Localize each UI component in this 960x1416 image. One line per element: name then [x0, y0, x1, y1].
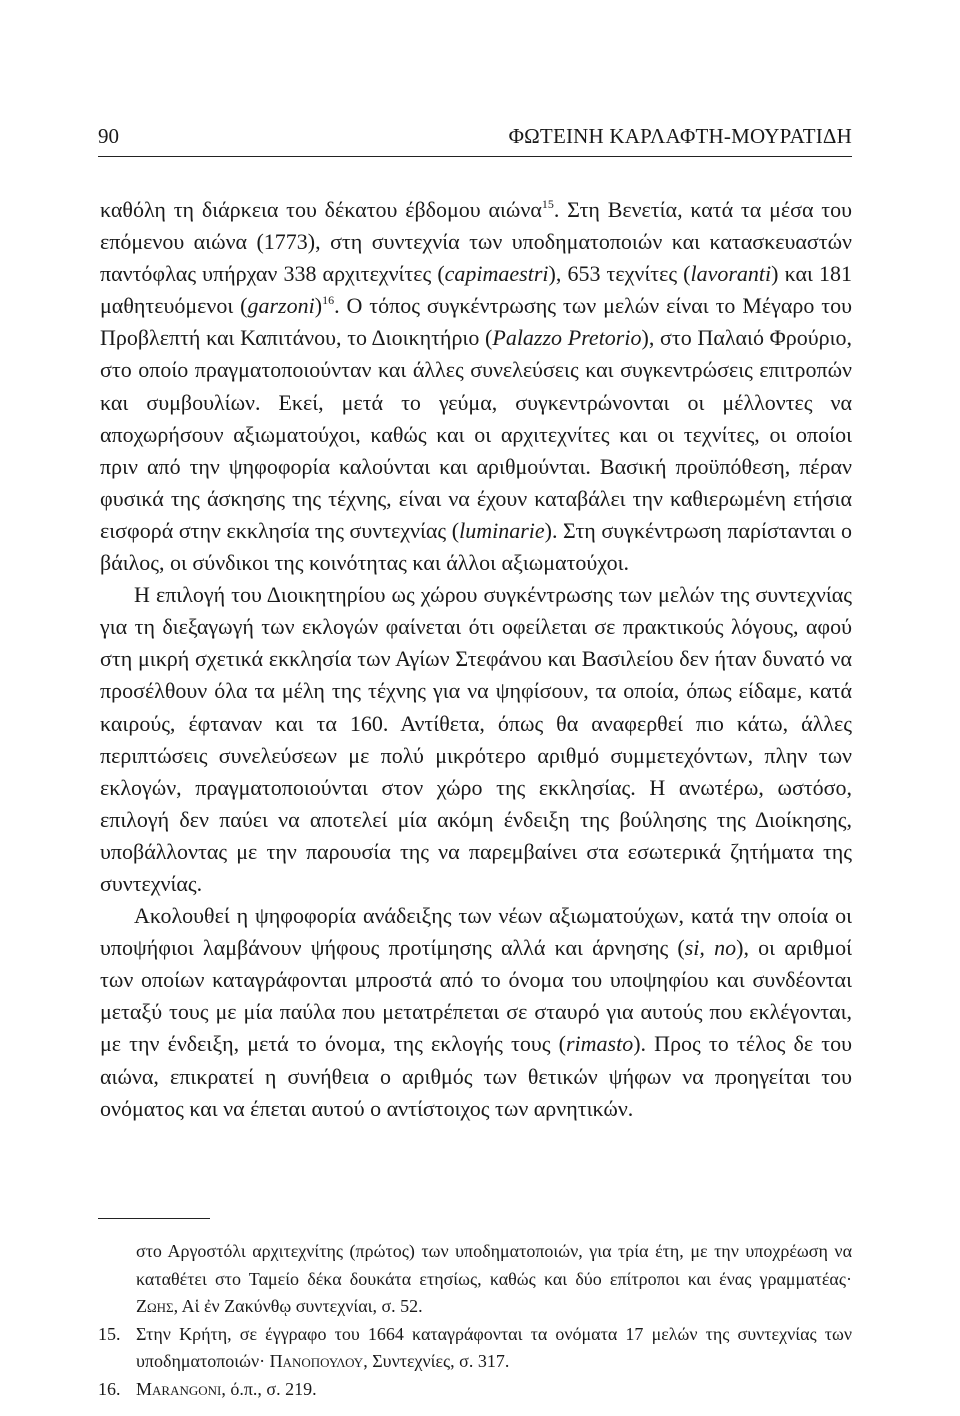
- running-head-author: ΦΩΤΕΙΝΗ ΚΑΡΛΑΦΤΗ-ΜΟΥΡΑΤΙΔΗ: [508, 124, 852, 148]
- p1-text-5: ): [314, 293, 323, 319]
- p1-text-4: ) και 181 μαθητευόμενοι (: [100, 261, 853, 319]
- paragraph-3: [100, 900, 852, 1125]
- page-number: 90: [98, 124, 119, 148]
- footnote-rule: [98, 1218, 210, 1219]
- footnote-16-number: 16.: [98, 1378, 121, 1399]
- footnote-15-end: , Συντεχνίες, σ. 317.: [363, 1351, 510, 1371]
- footnote-15: [98, 1321, 852, 1376]
- p1-text-6: . Ο τόπος συγκέντρωσης των μελών είναι το Μέγαρο του Προβλεπτή και Καπιτάνου, το Διοικητήριο (: [100, 293, 853, 351]
- p1-italic-4: Palazzo Pretorio: [492, 325, 642, 351]
- body-text: [100, 194, 852, 1125]
- footnotes: [98, 1238, 852, 1403]
- p1-italic-2: lavoranti: [690, 261, 772, 287]
- p1-text-3: ), 653 τεχνίτες (: [548, 261, 691, 287]
- running-header: [98, 118, 852, 154]
- footnote-cont-text: στο Αργοστόλι αρχιτεχνίτης (πρώτος) των υποδηματοποιών, για τρία έτη, με την υποχρέωση να καταθέτει στο Ταμείο δέκα δουκάτα ετησίως, καθώς και δύο επίτροποι και ένας γραμματέας·: [136, 1241, 852, 1289]
- footnote-ref-16: 16: [322, 293, 335, 308]
- footnote-15-number: 15.: [98, 1323, 121, 1344]
- footnote-ref-15: 15: [541, 197, 554, 211]
- footnote-15-text: Στην Κρήτη, σε έγγραφο του 1664 καταγράφονται τα ονόματα 17 μελών της συντεχνίας των υποδηματοποιών·: [136, 1323, 852, 1371]
- p1-text-1: καθόλη τη διάρκεια του δέκατου έβδομου αιώνα: [100, 197, 542, 222]
- p1-italic-5: luminarie: [459, 517, 545, 543]
- footnote-continuation: [98, 1238, 852, 1321]
- footnote-16-author: Marangoni: [136, 1378, 222, 1399]
- p1-text-7: ), στο Παλαιό Φρούριο, στο οποίο πραγματοποιούνταν και άλλες συνελεύσεις και συγκεντρώσεις επιτροπών και συμβουλίων. Εκεί, μετά το γεύμα, συγκεντρώνονται οι μέλλοντες να αποχωρήσουν αξιωματούχοι, καθώς και οι αρχιτεχνίτες και οι τεχνίτες, οι οποίοι πριν από την ψηφοφορία καλούνται και αριθμούνται. Βασική προϋπόθεση, πέραν φυσικά της άσκησης της τέχνης, είναι να έχουν καταβάλει την καθιερωμένη ετήσια εισφορά στην εκκλησία της συντεχνίας (: [100, 325, 853, 543]
- footnote-16-end: , ό.π., σ. 219.: [221, 1378, 317, 1399]
- p3-italic-1: si, no: [684, 935, 737, 961]
- header-rule: [98, 156, 852, 157]
- p3-italic-2: rimasto: [565, 1031, 634, 1057]
- p1-italic-3: garzoni: [247, 293, 315, 319]
- p3-text-3: ). Προς το τέλος δε του αιώνα, επικρατεί η συνήθεια ο αριθμός των θετικών ψήφων να προηγείται του ονόματος και να έπεται αυτού ο αντίστοιχος των αρνητικών.: [100, 1031, 852, 1121]
- paragraph-1: [100, 194, 852, 579]
- p1-text-8: ). Στη συγκέντρωση παρίστανται ο βάιλος, οι σύνδικοι της κοινότητας και άλλοι αξιωματούχοι.: [100, 517, 852, 576]
- footnote-16: [98, 1376, 852, 1404]
- p1-text-2: . Στη Βενετία, κατά τα μέσα του επόμενου αιώνα (1773), στη συντεχνία των υποδηματοποιών και κατασκευαστών παντόφλας υπήρχαν 338 αρχιτεχνίτες (: [100, 197, 852, 287]
- paragraph-2: Η επιλογή του Διοικητηρίου ως χώρου συγκέντρωσης των μελών της συντεχνίας για τη διεξαγωγή των εκλογών φαίνεται ότι οφείλεται σε πρακτικούς λόγους, αφού στη μικρή σχετικά εκκλησία των Αγίων Στεφάνου και Βασιλείου δεν ήταν δυνατό να προσέλθουν όλα τα μέλη της τέχνης για να ψηφίσουν, τα οποία, όπως είδαμε, κατά καιρούς, έφταναν και τα 160. Αντίθετα, όπως θα αναφερθεί πιο κάτω, άλλες περιπτώσεις συνελεύσεων με πολύ μικρότερο αριθμό συμμετεχόντων, πλην των εκλογών, πραγματοποιούνται στον χώρο της εκκλησίας. Η ανωτέρω, ωστόσο, επιλογή δεν παύει να αποτελεί μία ακόμη ένδειξη της βούλησης της Διοίκησης, υποβάλλοντας με την παρουσία της να παρεμβαίνει στα εσωτερικά ζητήματα της συντεχνίας.: [100, 582, 852, 896]
- p3-text-2: ), οι αριθμοί των οποίων καταγράφονται μπροστά από το όνομα του υποψηφίου και συνδέονται μεταξύ τους με μία παύλα που μετατρέπεται σε σταυρό για αυτούς που εκλέγονται, με την ένδειξη, μετά το όνομα, της εκλογής τους (: [100, 935, 852, 1057]
- footnote-15-author: Πανοπουλου: [269, 1351, 364, 1371]
- p3-text-1: Ακολουθεί η ψηφοφορία ανάδειξης των νέων αξιωματούχων, κατά την οποία οι υποψήφιοι λαμβάνουν ψήφους προτίμησης αλλά και άρνησης (: [100, 903, 852, 961]
- p1-italic-1: capimaestri: [444, 261, 549, 287]
- footnote-cont-author: Ζωης: [136, 1296, 174, 1316]
- footnote-cont-end: , Αἱ ἐν Ζακύνθῳ συντεχνίαι, σ. 52.: [173, 1296, 423, 1316]
